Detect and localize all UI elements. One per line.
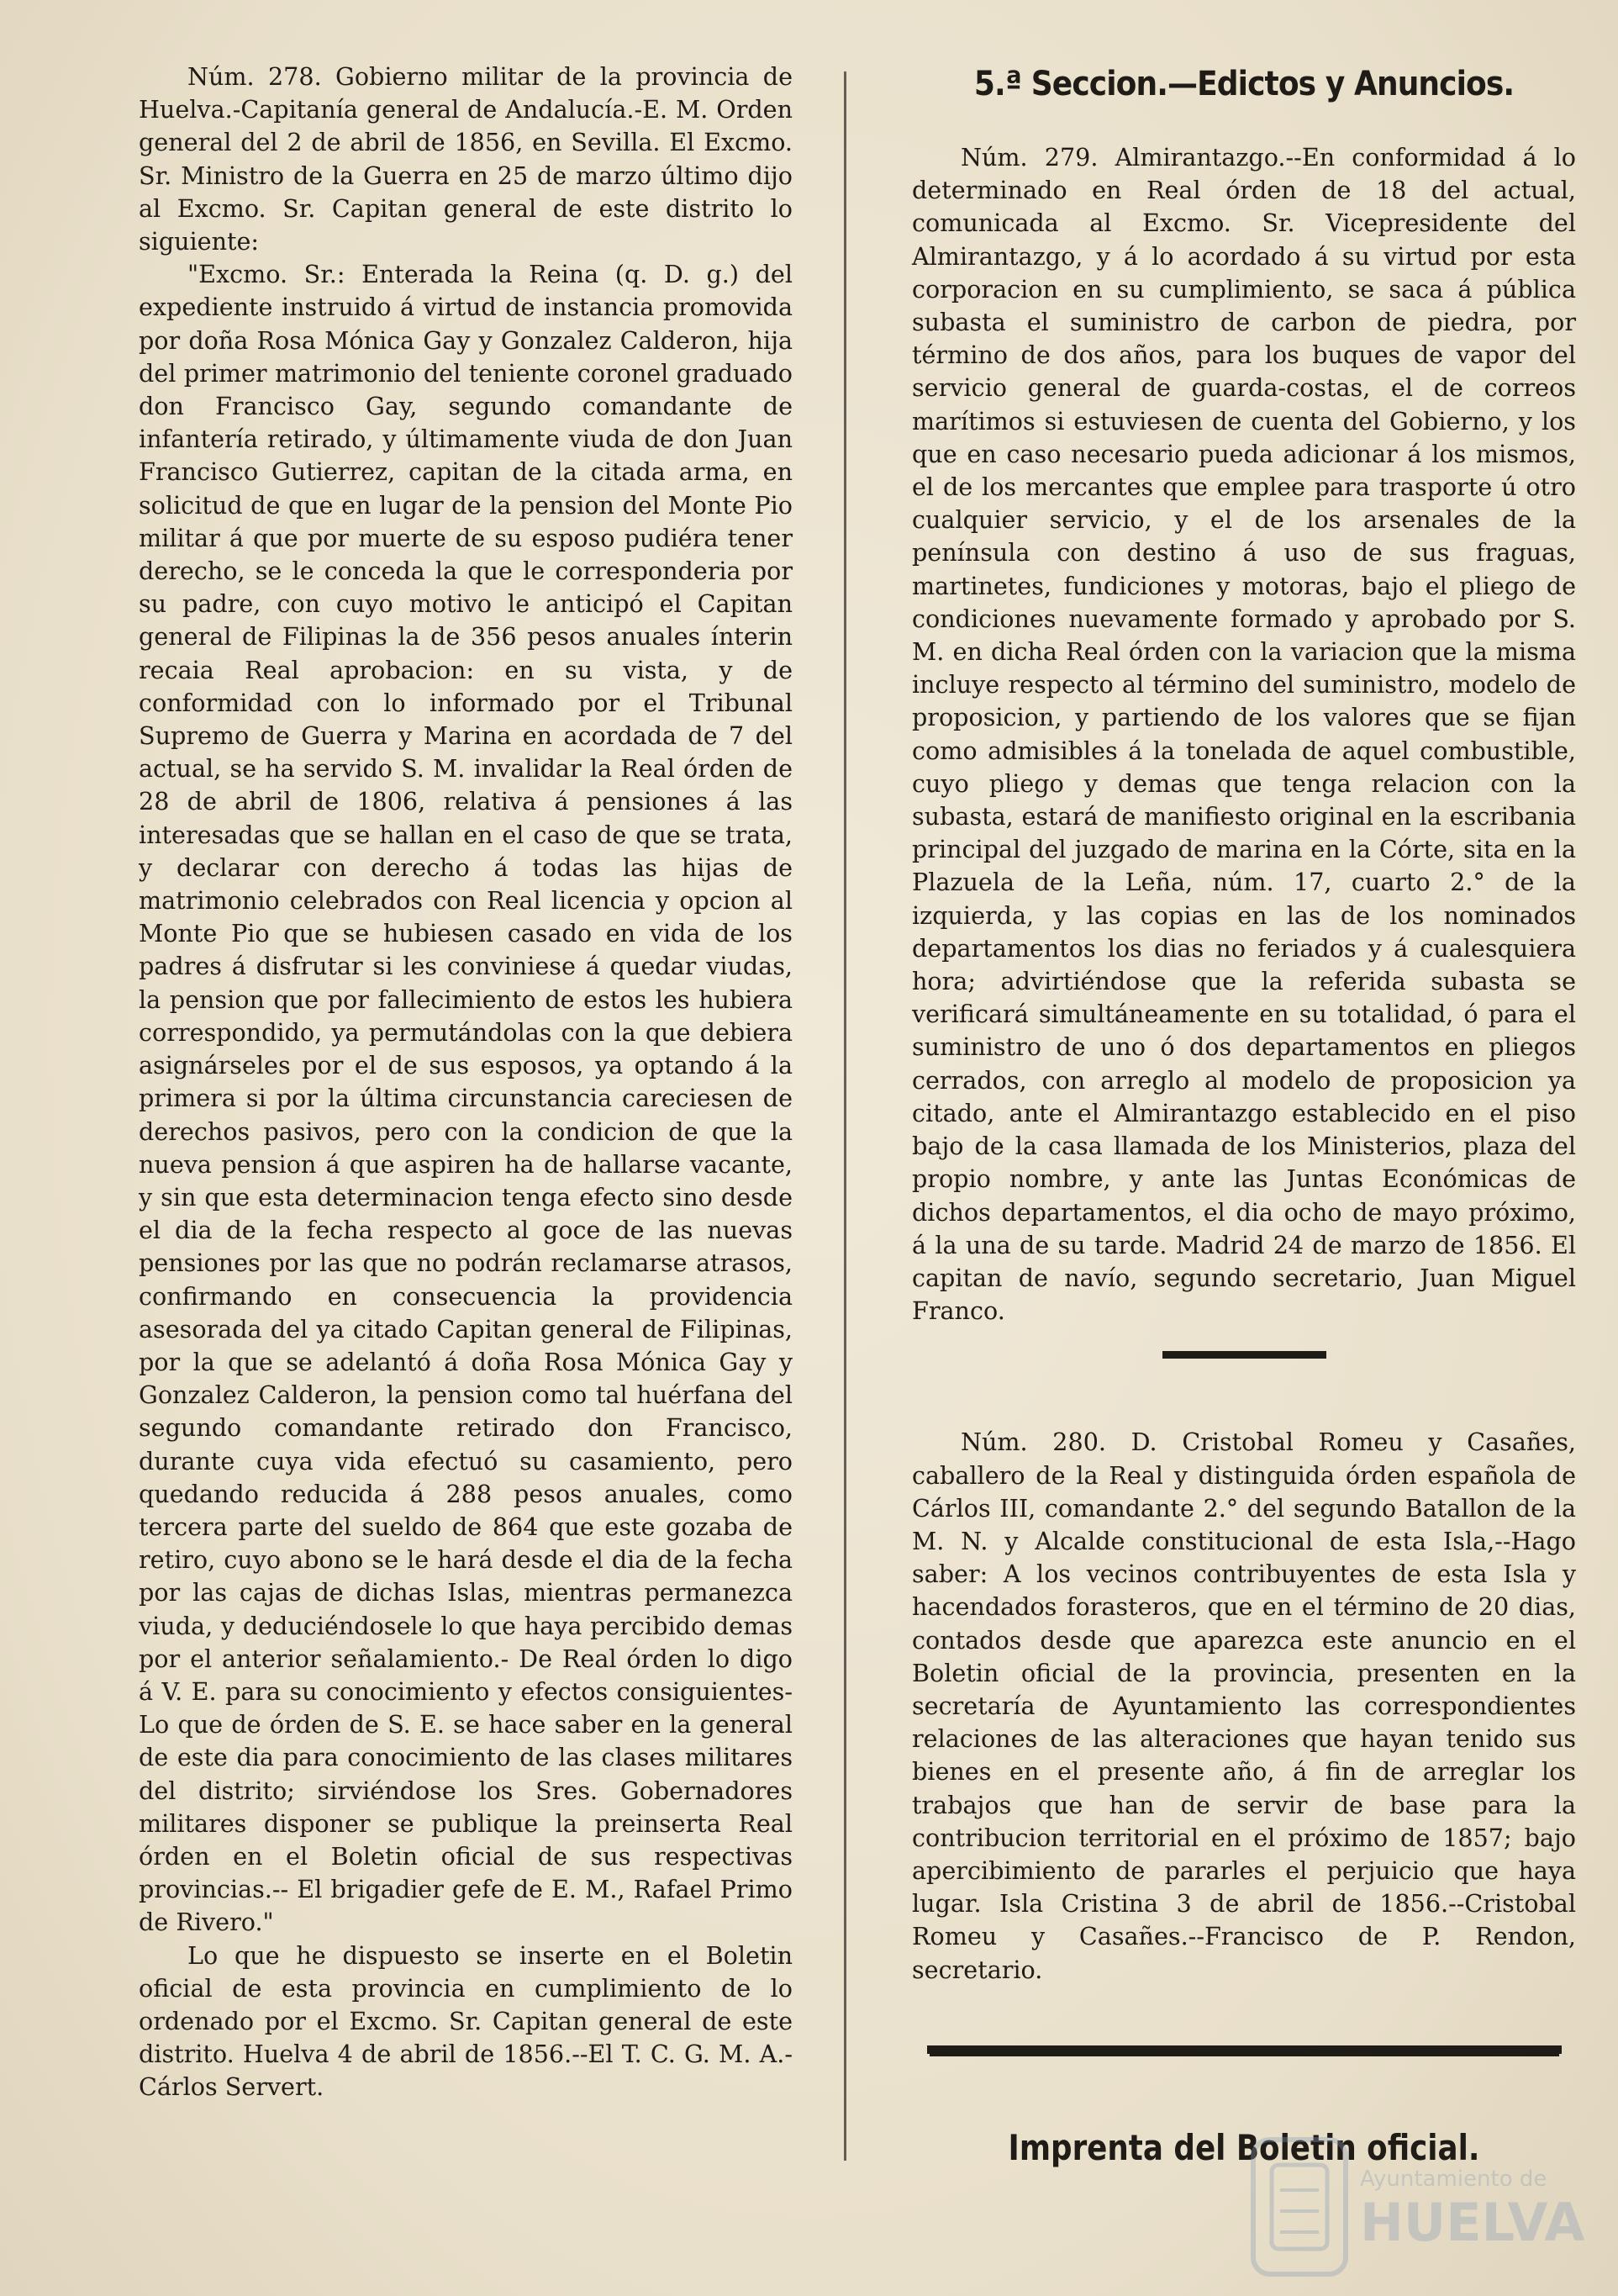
notice-279: Núm. 279. Almirantazgo.--En conformidad á lo determinado en Real órden de 18 del actual, comunicada al Excmo. Sr. Vicepresidente del Almirantazgo, y á lo acordado á su virtud por esta corporacion en su cumplimiento, se saca á pública subasta el suministro de carbon de piedra, por término de dos años, para los buques de vapor del servicio general de guarda-costas, el de correos marítimos si estuviesen de cuenta del Gobierno, y los que en caso necesario pueda adicionar á los mismos, el de los mercantes que emplee para trasporte ú otro cualquier servicio, y el de los arsenales de la península con destino á uso de sus fraguas, martinetes, fundiciones y motoras, bajo el pliego de condiciones nuevamente formado y aprobado por S. M. en dicha Real órden con la variacion que la misma incluye respecto al término del suministro, modelo de proposicion, y partiendo de los valores que se fijan como admisibles á la tonelada de aquel combustible, cuyo pliego y demas que tenga relacion con la subasta, estará de manifiesto original en la escribania principal del juzgado de marina en la Córte, sita en la Plazuela de la Leña, núm. 17, cuarto 2.° de la izquierda, y las copias en las de los nominados departamentos los dias no feriados y á cualesquiera hora; advirtiéndose que la referida subasta se verificará simultáneamente en su totalidad, ó para el suministro de uno ó dos departamentos en pliegos cerrados, con arreglo al modelo de proposicion ya citado, ante el Almirantazgo establecido en el piso bajo de la casa llamada de los Ministerios, plaza del propio nombre, y ante las Juntas Económicas de dichos departamentos, el dia ocho de mayo próximo, á la una de su tarde. Madrid 24 de marzo de 1856. El capitan de navío, segundo secretario, Juan Miguel Franco.: [912, 143, 1576, 1326]
closing-rule: [927, 2045, 1562, 2054]
column-divider: [844, 71, 846, 2161]
left-column: [139, 61, 793, 2104]
notice-278-closing: Lo que he dispuesto se inserte en el Boletin oficial de esta provincia en cumplimiento de lo ordenado por el Excmo. Sr. Capitan general de este distrito. Huelva 4 de abril de 1856.--El T. C. G. M. A.-Cárlos Servert.: [139, 1940, 793, 2102]
right-column: [912, 61, 1576, 2168]
watermark: [1246, 2131, 1585, 2283]
separator-rule: [1162, 1351, 1326, 1359]
huelva-coat-of-arms-icon: [1246, 2131, 1585, 2283]
notice-278-header: Núm. 278. Gobierno militar de la provincia de Huelva.-Capitanía general de Andalucía.-E. M. Orden general del 2 de abril de 1856, en Sevilla. El Excmo. Sr. Ministro de la Guerra en 25 de marzo último dijo al Excmo. Sr. Capitan general de este distrito lo siguiente:: [139, 62, 793, 256]
watermark-line2: HUELVA: [1360, 2192, 1585, 2253]
imprint-line: Imprenta del Boletin oficial.: [1008, 2126, 1480, 2168]
section-title: 5.ª Seccion.—Edictos y Anuncios.: [973, 65, 1515, 103]
notice-278-body: "Excmo. Sr.: Enterada la Reina (q. D. g.) del expediente instruido á virtud de instancia promovida por doña Rosa Mónica Gay y Gonzalez Calderon, hija del primer matrimonio del teniente coronel graduado don Francisco Gay, segundo comandante de infantería retirado, y últimamente viuda de don Juan Francisco Gutierrez, capitan de la citada arma, en solicitud de que en lugar de la pension del Monte Pio militar á que por muerte de su esposo pudiéra tener derecho, se le conceda la que le corresponderia por su padre, con cuyo motivo le anticipó el Capitan general de Filipinas la de 356 pesos anuales ínterin recaia Real aprobacion: en su vista, y de conformidad con lo informado por el Tribunal Supremo de Guerra y Marina en acordada de 7 del actual, se ha servido S. M. invalidar la Real órden de 28 de abril de 1806, relativa á pensiones á las interesadas que se hallan en el caso de que se trata, y declarar con derecho á todas las hijas de matrimonio celebrados con Real licencia y opcion al Monte Pio que se hubiesen casado en vida de los padres á disfrutar si les conviniese á quedar viudas, la pension que por fallecimiento de estos les hubiera correspondido, ya permutándolas con la que debiera asignárseles por el de sus esposos, ya optando á la primera si por la última circunstancia careciesen de derechos pasivos, pero con la condicion de que la nueva pension á que aspiren ha de hallarse vacante, y sin que esta determinacion tenga efecto sino desde el dia de la fecha respecto al goce de las nuevas pensiones por las que no podrán reclamarse atrasos, confirmando en consecuencia la providencia asesorada del ya citado Capitan general de Filipinas, por la que se adelantó á doña Rosa Mónica Gay y Gonzalez Calderon, la pension como tal huérfana del segundo comandante retirado don Francisco, durante cuya vida efectuó su casamiento, pero quedando reducida á 288 pesos anuales, como tercera parte del sueldo de 864 que este gozaba de retiro, cuyo abono se le hará desde el dia de la fecha por las cajas de dichas Islas, mientras permanezca viuda, y deduciéndosele lo que haya percibido demas por el anterior señalamiento.- De Real órden lo digo á V. E. para su conocimiento y efectos consiguientes-Lo que de órden de S. E. se hace saber en la general de este dia para conocimiento de las clases militares del distrito; sirviéndose los Sres. Gobernadores militares disponer se publique la preinserta Real órden en el Boletin oficial de sus respectivas provincias.-- El brigadier gefe de E. M., Rafael Primo de Rivero.": [139, 260, 793, 1937]
watermark-line1: Ayuntamiento de: [1360, 2167, 1547, 2192]
notice-280: Núm. 280. D. Cristobal Romeu y Casañes, caballero de la Real y distinguida órden española de Cárlos III, comandante 2.° del segundo Batallon de la M. N. y Alcalde constitucional de esta Isla,--Hago saber: A los vecinos contribuyentes de esta Isla y hacendados forasteros, que en el término de 20 dias, contados desde que aparezca este anuncio en el Boletin oficial de la provincia, presenten en la secretaría de Ayuntamiento las correspondientes relaciones de las alteraciones que hayan tenido sus bienes en el presente año, á fin de arreglar los trabajos que han de servir de base para la contribucion territorial en el próximo de 1857; bajo apercibimiento de pararles el perjuicio que haya lugar. Isla Cristina 3 de abril de 1856.--Cristobal Romeu y Casañes.--Francisco de P. Rendon, secretario.: [912, 1428, 1576, 1984]
